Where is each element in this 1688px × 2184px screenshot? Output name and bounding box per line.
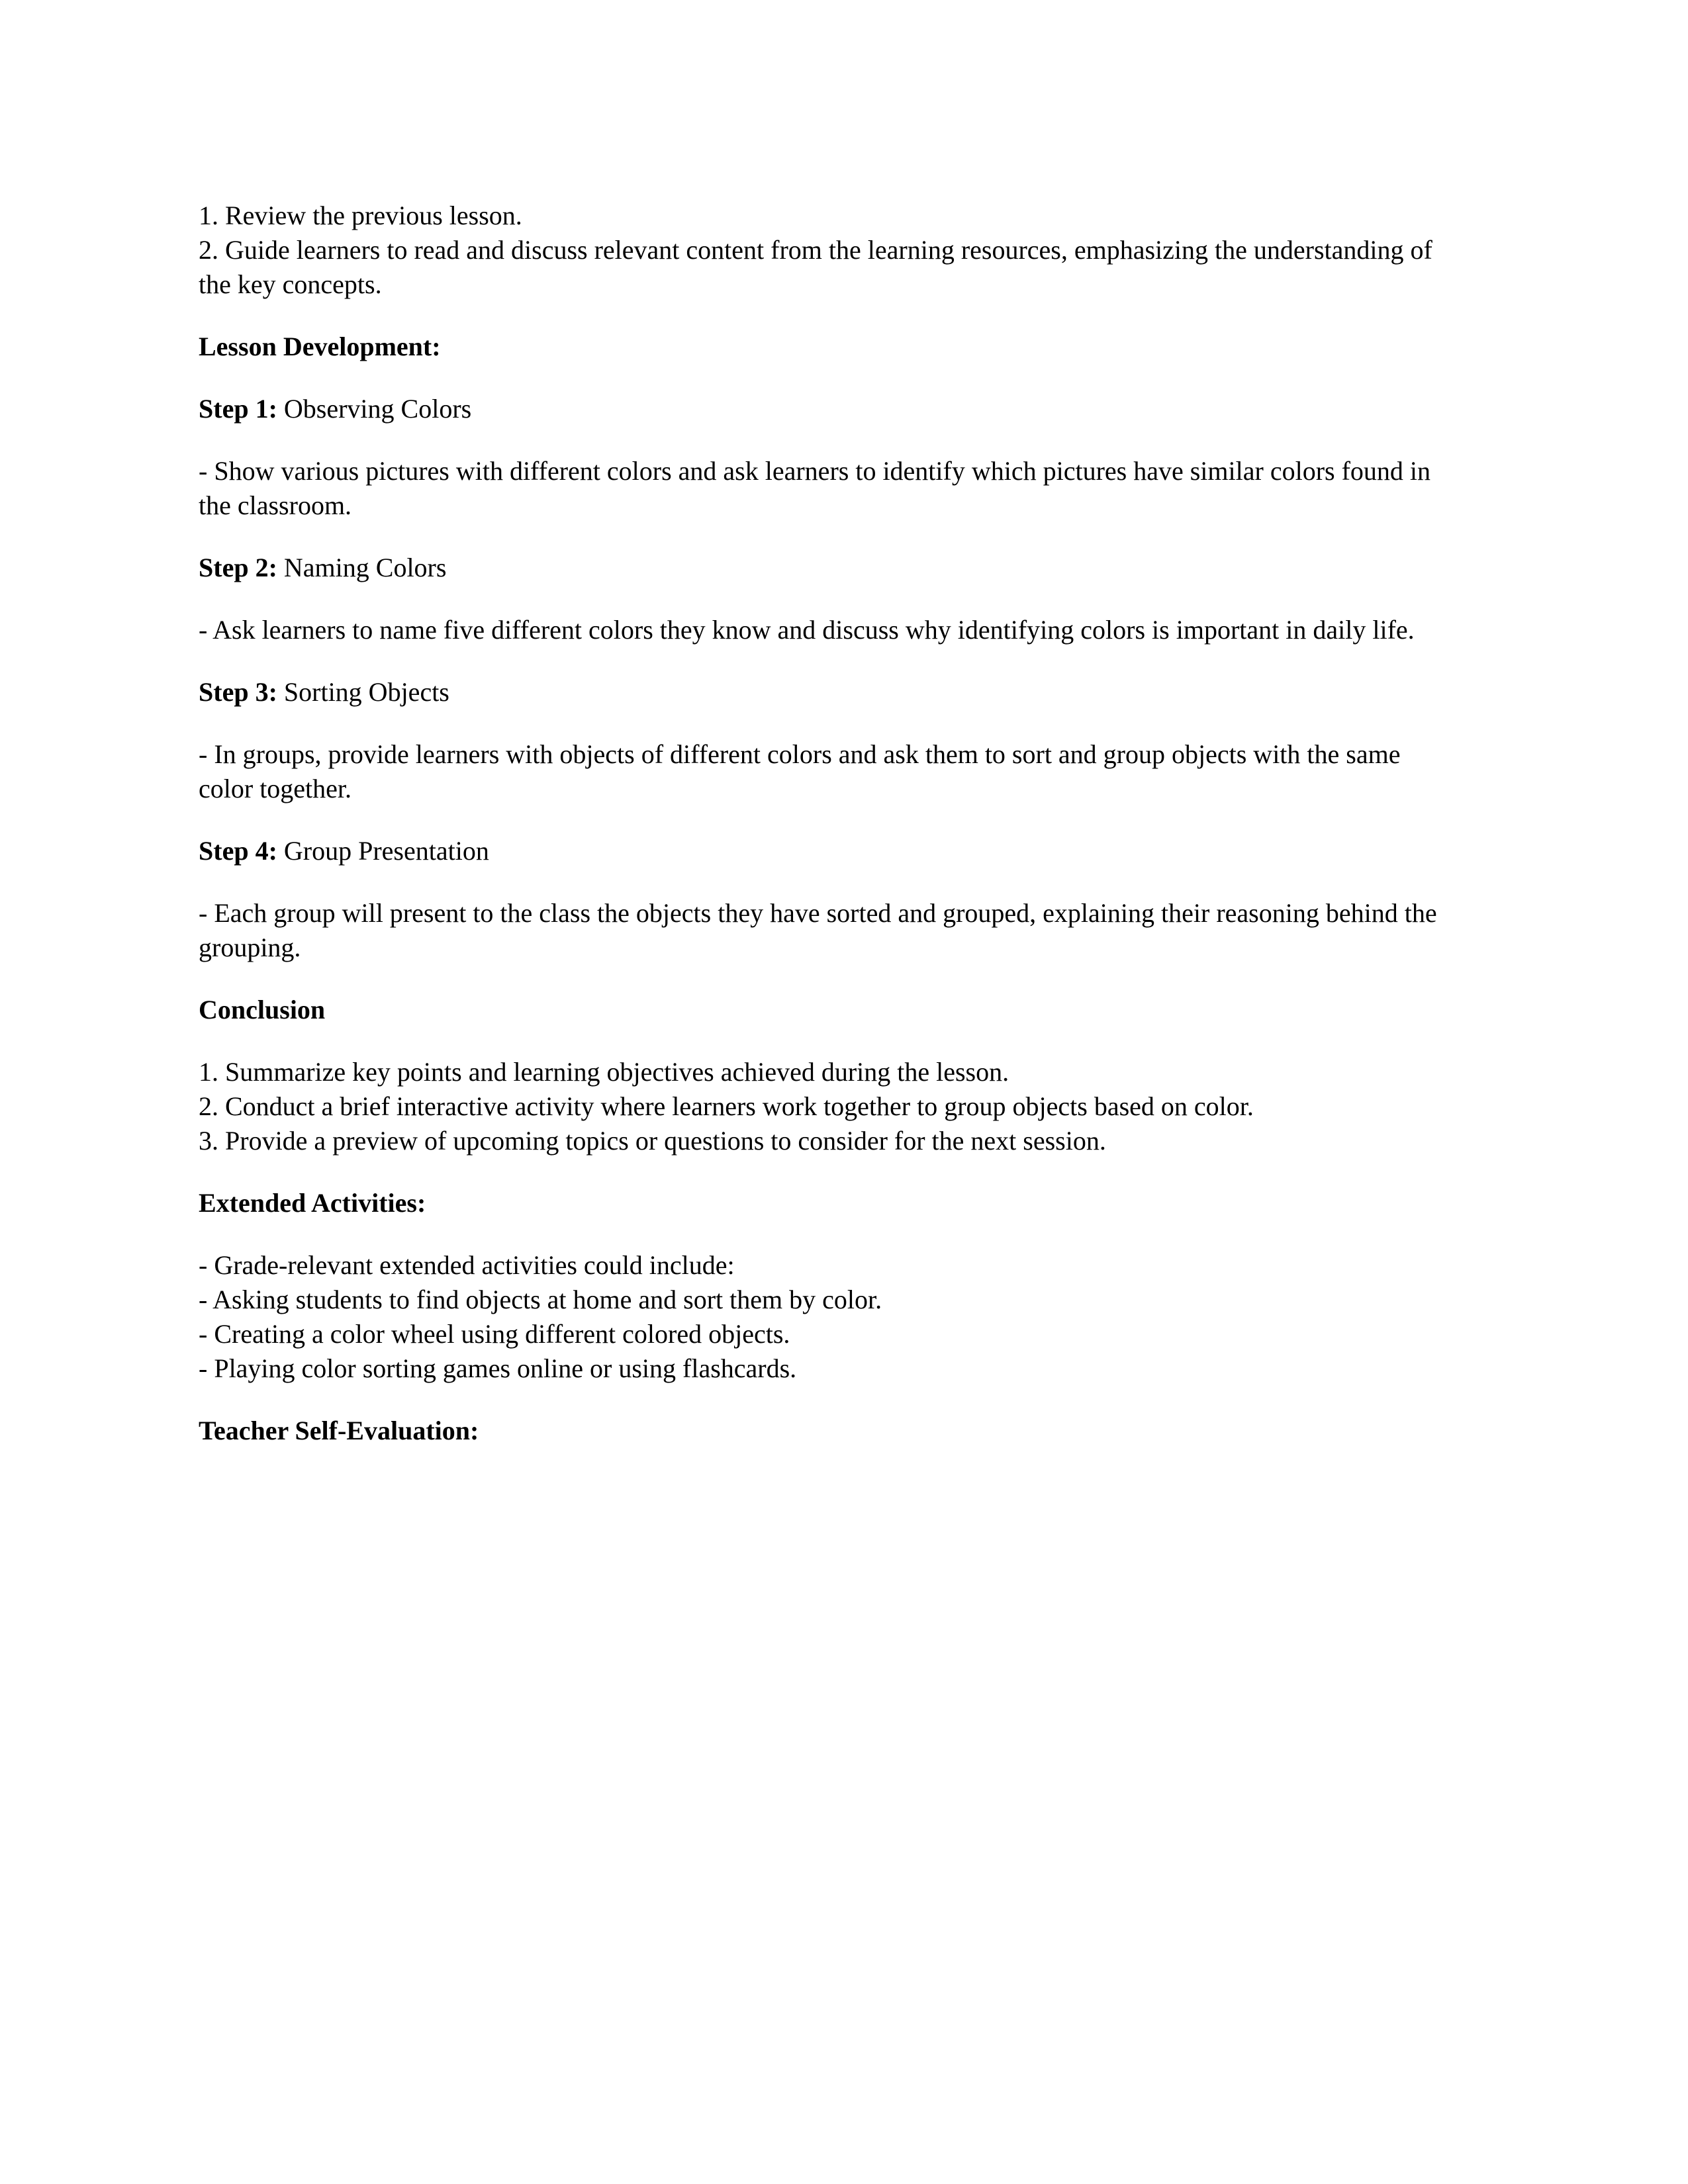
step-4-label: Step 4: (199, 836, 284, 866)
extended-activities-item: - Playing color sorting games online or using flashcards. (199, 1353, 797, 1383)
step-2-title: Naming Colors (283, 553, 447, 582)
conclusion-heading: Conclusion (199, 995, 326, 1024)
extended-activities-heading: Extended Activities: (199, 1188, 426, 1218)
extended-activities-list (199, 1248, 1443, 1386)
step-1-body: - Show various pictures with different colors and ask learners to identify which pictures have similar colors found in the classroom. (199, 456, 1431, 520)
extended-activities-item: - Grade-relevant extended activities could include: (199, 1250, 735, 1280)
step-1-title: Observing Colors (283, 394, 472, 424)
step-4-heading (199, 834, 1443, 868)
lesson-development-heading: Lesson Development: (199, 332, 441, 361)
conclusion-list-item: 2. Conduct a brief interactive activity where learners work together to group objects based on color. (199, 1091, 1254, 1121)
extended-activities-item: - Asking students to find objects at home and sort them by color. (199, 1285, 882, 1314)
conclusion-list-item: 3. Provide a preview of upcoming topics or questions to consider for the next session. (199, 1126, 1106, 1156)
step-3-title: Sorting Objects (283, 677, 449, 707)
step-1-label: Step 1: (199, 394, 284, 424)
step-4-body: - Each group will present to the class the objects they have sorted and grouped, explaining their reasoning behind the grouping. (199, 898, 1437, 962)
step-1-heading (199, 392, 1443, 426)
intro-list (199, 199, 1443, 302)
step-2-label: Step 2: (199, 553, 284, 582)
intro-list-item: 1. Review the previous lesson. (199, 201, 522, 230)
step-2-body: - Ask learners to name five different colors they know and discuss why identifying colors is important in daily life. (199, 615, 1415, 645)
step-3-heading (199, 675, 1443, 709)
step-3-label: Step 3: (199, 677, 284, 707)
intro-list-item: 2. Guide learners to read and discuss relevant content from the learning resources, emphasizing the understanding of the key concepts. (199, 235, 1432, 299)
conclusion-list (199, 1055, 1443, 1158)
step-2-heading (199, 551, 1443, 585)
extended-activities-item: - Creating a color wheel using different colored objects. (199, 1319, 790, 1349)
document-body (199, 199, 1443, 1448)
step-3-body: - In groups, provide learners with objects of different colors and ask them to sort and group objects with the same color together. (199, 739, 1401, 803)
step-4-title: Group Presentation (283, 836, 489, 866)
conclusion-list-item: 1. Summarize key points and learning objectives achieved during the lesson. (199, 1057, 1009, 1087)
teacher-self-evaluation-heading: Teacher Self-Evaluation: (199, 1416, 479, 1445)
